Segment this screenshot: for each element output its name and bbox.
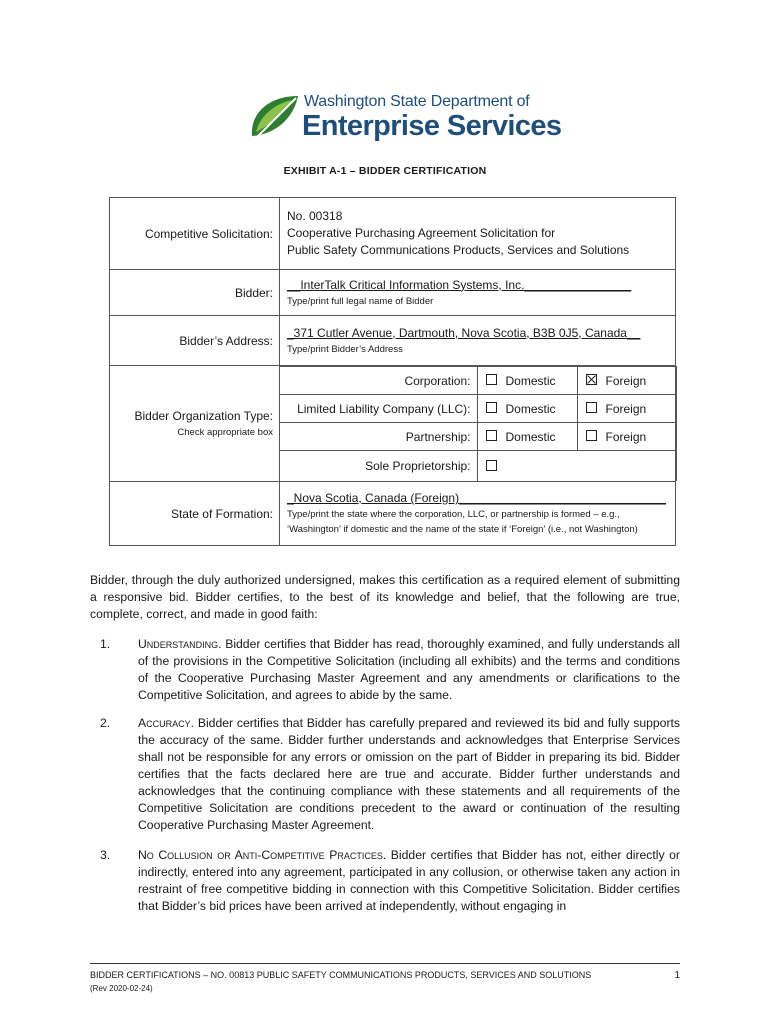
llc-foreign-option[interactable] [577, 395, 676, 423]
page-footer [90, 963, 680, 993]
solicitation-name-2: Public Safety Communications Products, Services and Solutions [287, 243, 630, 257]
partnership-domestic-option[interactable] [477, 423, 577, 451]
option-label: Domestic [505, 401, 556, 416]
item-text: Bidder certifies that Bidder has carefully prepared and reviewed its bid and fully supports the accuracy of the same. Bidder further understands and acknowledges that Enterprise Services shall not be responsible for any errors or omission on the part of Bidder in preparing its bid. Bidder certifies that the facts declared here are true and accurate. Bidder further understands and acknowledges that the continuing compliance with these statements and all requirements of the Competitive Solicitation are conditions precedent to the award or continuation of the resulting Cooperative Purchasing Master Agreement. [138, 716, 680, 832]
address-row [110, 316, 676, 366]
partnership-foreign-option[interactable] [577, 423, 676, 451]
solicitation-name-1: Cooperative Purchasing Agreement Solicitation for [287, 226, 556, 240]
address-help-text: Type/print Bidder’s Address [287, 343, 403, 355]
option-label: Foreign [605, 401, 647, 416]
sole-proprietorship-option[interactable] [477, 451, 676, 482]
solicitation-label: Competitive Solicitation: [110, 198, 280, 270]
certification-item-3 [90, 847, 680, 915]
org-type-row [110, 366, 676, 482]
footer-text: BIDDER CERTIFICATIONS – NO. 00813 PUBLIC SAFETY COMMUNICATIONS PRODUCTS, SERVICES AND SOLUTIONS [90, 970, 592, 980]
org-label-llc: Limited Liability Company (LLC): [280, 395, 477, 423]
solicitation-row [110, 198, 676, 270]
org-row-llc [280, 395, 676, 423]
item-text: Bidder certifies that Bidder has not, either directly or indirectly, entered into any agreement, participated in any collusion, or otherwise taken any action in restraint of free competitive bidding in connection with this Competitive Solicitation. Bidder certifies that Bidder’s bid prices have been arrived at independently, without engaging in [138, 848, 680, 913]
item-number: 2. [100, 716, 111, 730]
item-number: 1. [100, 637, 111, 651]
state-row [110, 482, 676, 546]
leaf-logo-icon [246, 90, 302, 146]
corporation-foreign-option[interactable] [577, 367, 676, 395]
org-label-corporation: Corporation: [280, 367, 477, 395]
llc-domestic-option[interactable] [477, 395, 577, 423]
item-number: 3. [100, 848, 111, 862]
state-help-1: Type/print the state where the corporation, LLC, or partnership is formed – e.g., [287, 509, 620, 520]
checkbox-empty-icon[interactable] [486, 460, 497, 471]
org-type-label: Bidder Organization Type: [134, 409, 273, 423]
org-row-partnership [280, 423, 676, 451]
footer-revision: (Rev 2020-02-24) [90, 984, 153, 993]
checkbox-empty-icon[interactable] [486, 374, 497, 385]
item-heading: Accuracy. [138, 716, 195, 730]
address-cell [280, 316, 676, 366]
checkbox-checked-icon[interactable] [586, 374, 597, 385]
checkbox-empty-icon[interactable] [586, 430, 597, 441]
option-label: Domestic [505, 373, 556, 388]
bidder-cell [280, 270, 676, 316]
bidder-label: Bidder: [110, 270, 280, 316]
certification-item-1 [90, 636, 680, 704]
state-help-2: ‘Washington’ if domestic and the name of the state if ‘Foreign’ (i.e., not Washington) [287, 524, 638, 535]
solicitation-number: No. 00318 [287, 209, 343, 223]
state-cell [280, 482, 676, 546]
org-type-sub: Check appropriate box [177, 427, 273, 438]
item-heading: Understanding. [138, 637, 222, 651]
bidder-row [110, 270, 676, 316]
checkbox-empty-icon[interactable] [586, 402, 597, 413]
org-label-sole-proprietorship: Sole Proprietorship: [280, 451, 477, 482]
checkbox-empty-icon[interactable] [486, 430, 497, 441]
des-logo [246, 90, 562, 146]
option-label: Domestic [505, 429, 556, 444]
org-row-sole-proprietorship [280, 451, 676, 482]
bidder-address-field[interactable]: _371 Cutler Avenue, Dartmouth, Nova Scotia, B3B 0J5, Canada__ [287, 325, 641, 340]
bidder-name-field[interactable]: __InterTalk Critical Information Systems, Inc.________________ [287, 277, 632, 292]
certification-item-2 [90, 715, 680, 834]
corporation-domestic-option[interactable] [477, 367, 577, 395]
solicitation-value [280, 198, 676, 270]
org-label-partnership: Partnership: [280, 423, 477, 451]
page-number: 1 [674, 970, 680, 981]
item-text: Bidder certifies that Bidder has read, thoroughly examined, and fully understands all of the provisions in the Competitive Solicitation (including all exhibits) and the terms and conditions of the Cooperative Purchasing Master Agreement and any amendments or clarifications to the Competitive Solicitation, and agrees to abide by the same. [138, 637, 680, 702]
bidder-help-text: Type/print full legal name of Bidder [287, 295, 434, 307]
option-label: Foreign [605, 429, 647, 444]
org-type-options [280, 366, 676, 482]
intro-paragraph: Bidder, through the duly authorized undersigned, makes this certification as a required element of submitting a responsive bid. Bidder certifies, to the best of its knowledge and belief, that the following are true, complete, correct, and made in good faith: [90, 573, 680, 621]
state-of-formation-field[interactable]: _Nova Scotia, Canada (Foreign)_______________________________ [287, 491, 666, 505]
address-label: Bidder’s Address: [110, 316, 280, 366]
logo-line-2: Enterprise Services [302, 110, 562, 142]
option-label: Foreign [605, 373, 647, 388]
exhibit-title: EXHIBIT A-1 – BIDDER CERTIFICATION [283, 165, 487, 177]
state-label: State of Formation: [110, 482, 280, 546]
logo-line-1: Washington State Department of [304, 93, 530, 110]
item-heading: No Collusion or Anti-Competitive Practices. [138, 848, 387, 862]
checkbox-empty-icon[interactable] [486, 402, 497, 413]
bidder-info-table [109, 197, 676, 546]
org-type-label-cell [110, 366, 280, 482]
org-row-corporation [280, 367, 676, 395]
